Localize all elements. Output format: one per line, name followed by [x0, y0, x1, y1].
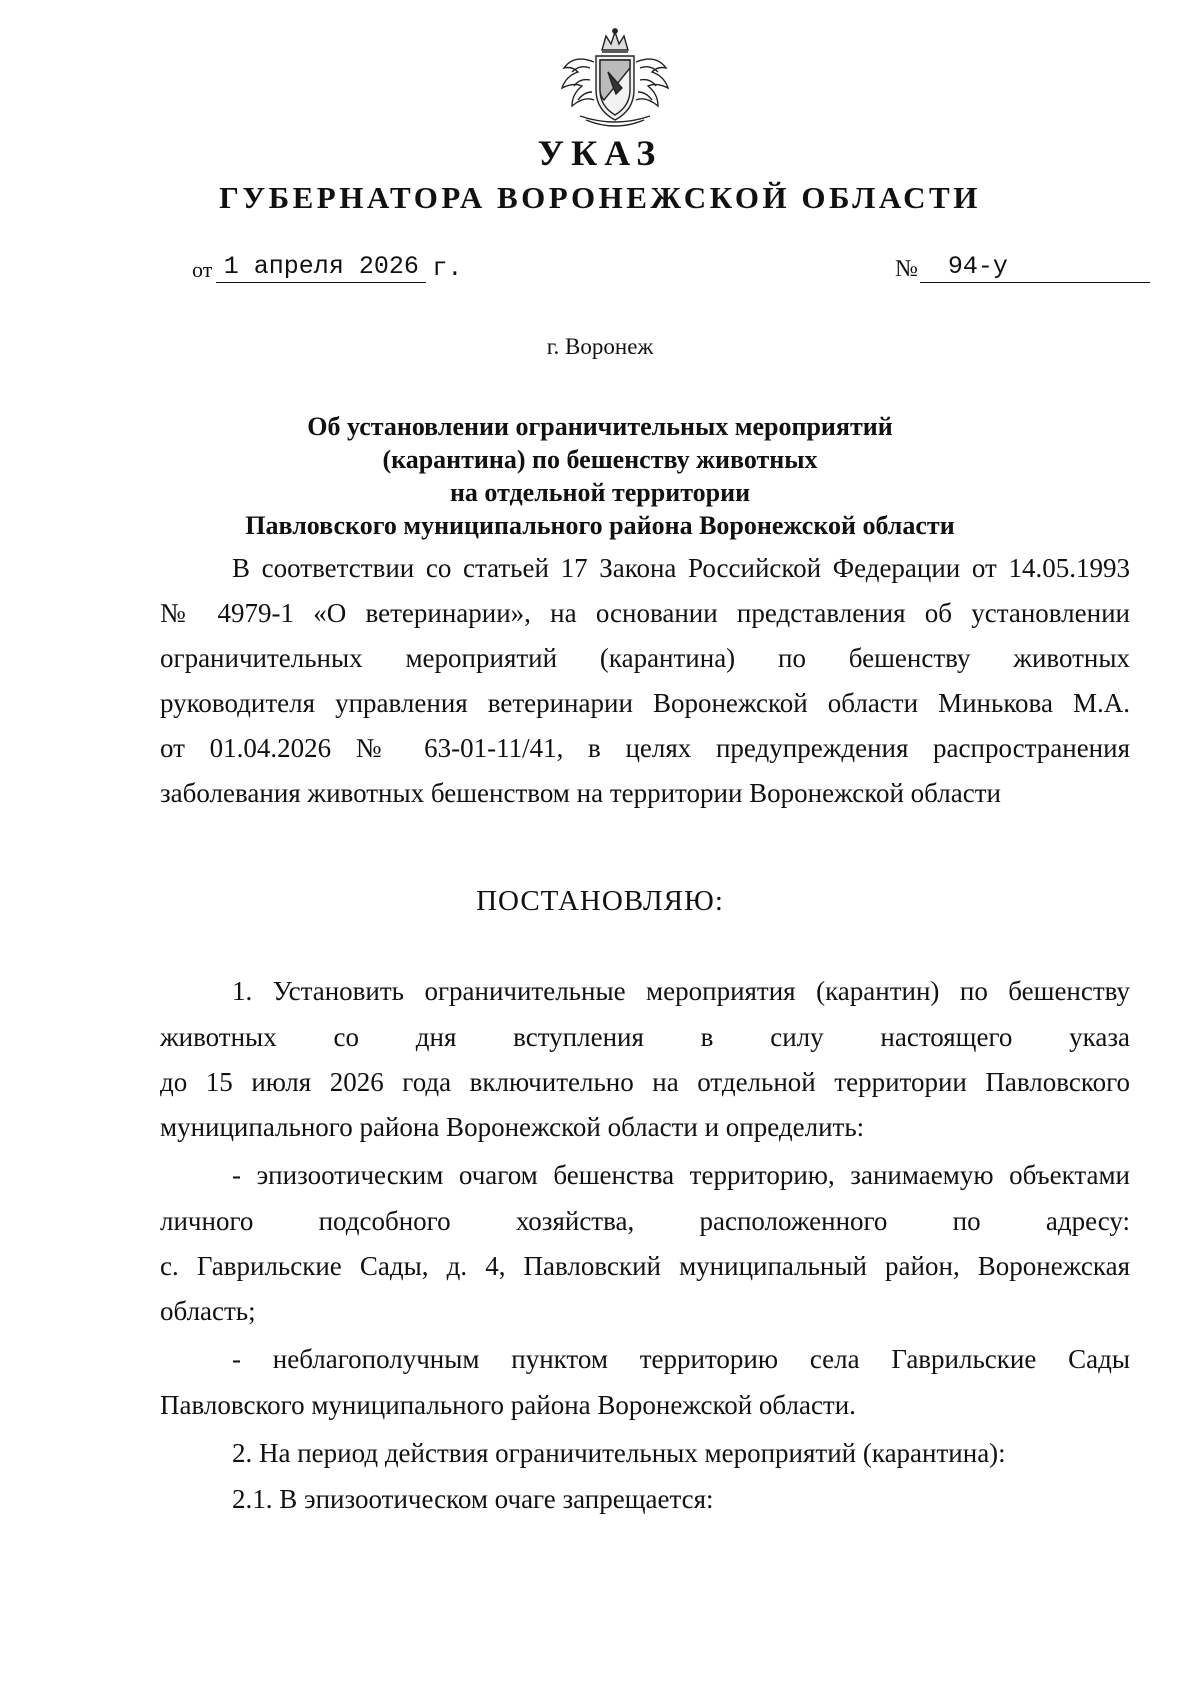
preamble-line: ограничительных мероприятий (карантина) по бешенству животных	[160, 643, 1130, 673]
document-number	[895, 252, 1150, 283]
subject-line: Павловского муниципального района Воронежской области	[245, 511, 955, 540]
item-2-1-line: 2.1. В эпизоотическом очаге запрещается:	[232, 1484, 714, 1514]
number-prefix: №	[895, 256, 918, 282]
date-value: 1 апреля 2026	[216, 252, 426, 283]
item-1-line: 1. Установить ограничительные мероприятия (карантин) по бешенству	[232, 976, 1130, 1006]
preamble-line: В соответствии со статьей 17 Закона Российской Федерации от 14.05.1993	[232, 553, 1130, 583]
item-1-line: животных со дня вступления в силу настоящего указа	[160, 1022, 1130, 1052]
document-type-title: УКАЗ	[537, 133, 663, 173]
city-label: г. Воронеж	[546, 334, 654, 359]
document-date	[192, 252, 462, 283]
subject-line: на отдельной территории	[449, 478, 751, 507]
item-1-line: до 15 июля 2026 года включительно на отдельной территории Павловского	[160, 1067, 1130, 1097]
date-suffix: г.	[432, 254, 463, 283]
coat-of-arms-icon	[550, 28, 680, 130]
preamble-line: от 01.04.2026 № 63-01-11/41, в целях предупреждения распространения	[160, 733, 1130, 763]
item-1-line: муниципального района Воронежской области и определить:	[160, 1112, 865, 1142]
issuer-title: ГУБЕРНАТОРА ВОРОНЕЖСКОЙ ОБЛАСТИ	[219, 180, 981, 215]
focus-definition-line: с. Гаврильские Сады, д. 4, Павловский муниципальный район, Воронежская	[160, 1251, 1130, 1281]
preamble-line: заболевания животных бешенством на территории Воронежской области	[160, 778, 1001, 808]
preamble-line: руководителя управления ветеринарии Воронежской области Минькова М.А.	[160, 688, 1130, 718]
subject-line: Об установлении ограничительных мероприятий	[307, 412, 893, 441]
decree-word: ПОСТАНОВЛЯЮ:	[476, 885, 724, 917]
point-definition-line: - неблагополучным пунктом территорию села Гаврильские Сады	[232, 1344, 1130, 1374]
preamble-line: № 4979-1 «О ветеринарии», на основании представления об установлении	[160, 598, 1130, 628]
focus-definition-line: личного подсобного хозяйства, расположенного по адресу:	[160, 1206, 1130, 1236]
document-subject	[0, 410, 1200, 542]
number-value: 94-у	[920, 252, 1150, 283]
focus-definition-line: - эпизоотическим очагом бешенства территорию, занимаемую объектами	[232, 1160, 1130, 1190]
point-definition-line: Павловского муниципального района Воронежской области.	[160, 1390, 856, 1420]
date-prefix: от	[192, 257, 213, 282]
item-2-line: 2. На период действия ограничительных мероприятий (карантина):	[232, 1438, 1006, 1468]
subject-line: (карантина) по бешенству животных	[382, 445, 818, 474]
focus-definition-line: область;	[160, 1296, 256, 1326]
